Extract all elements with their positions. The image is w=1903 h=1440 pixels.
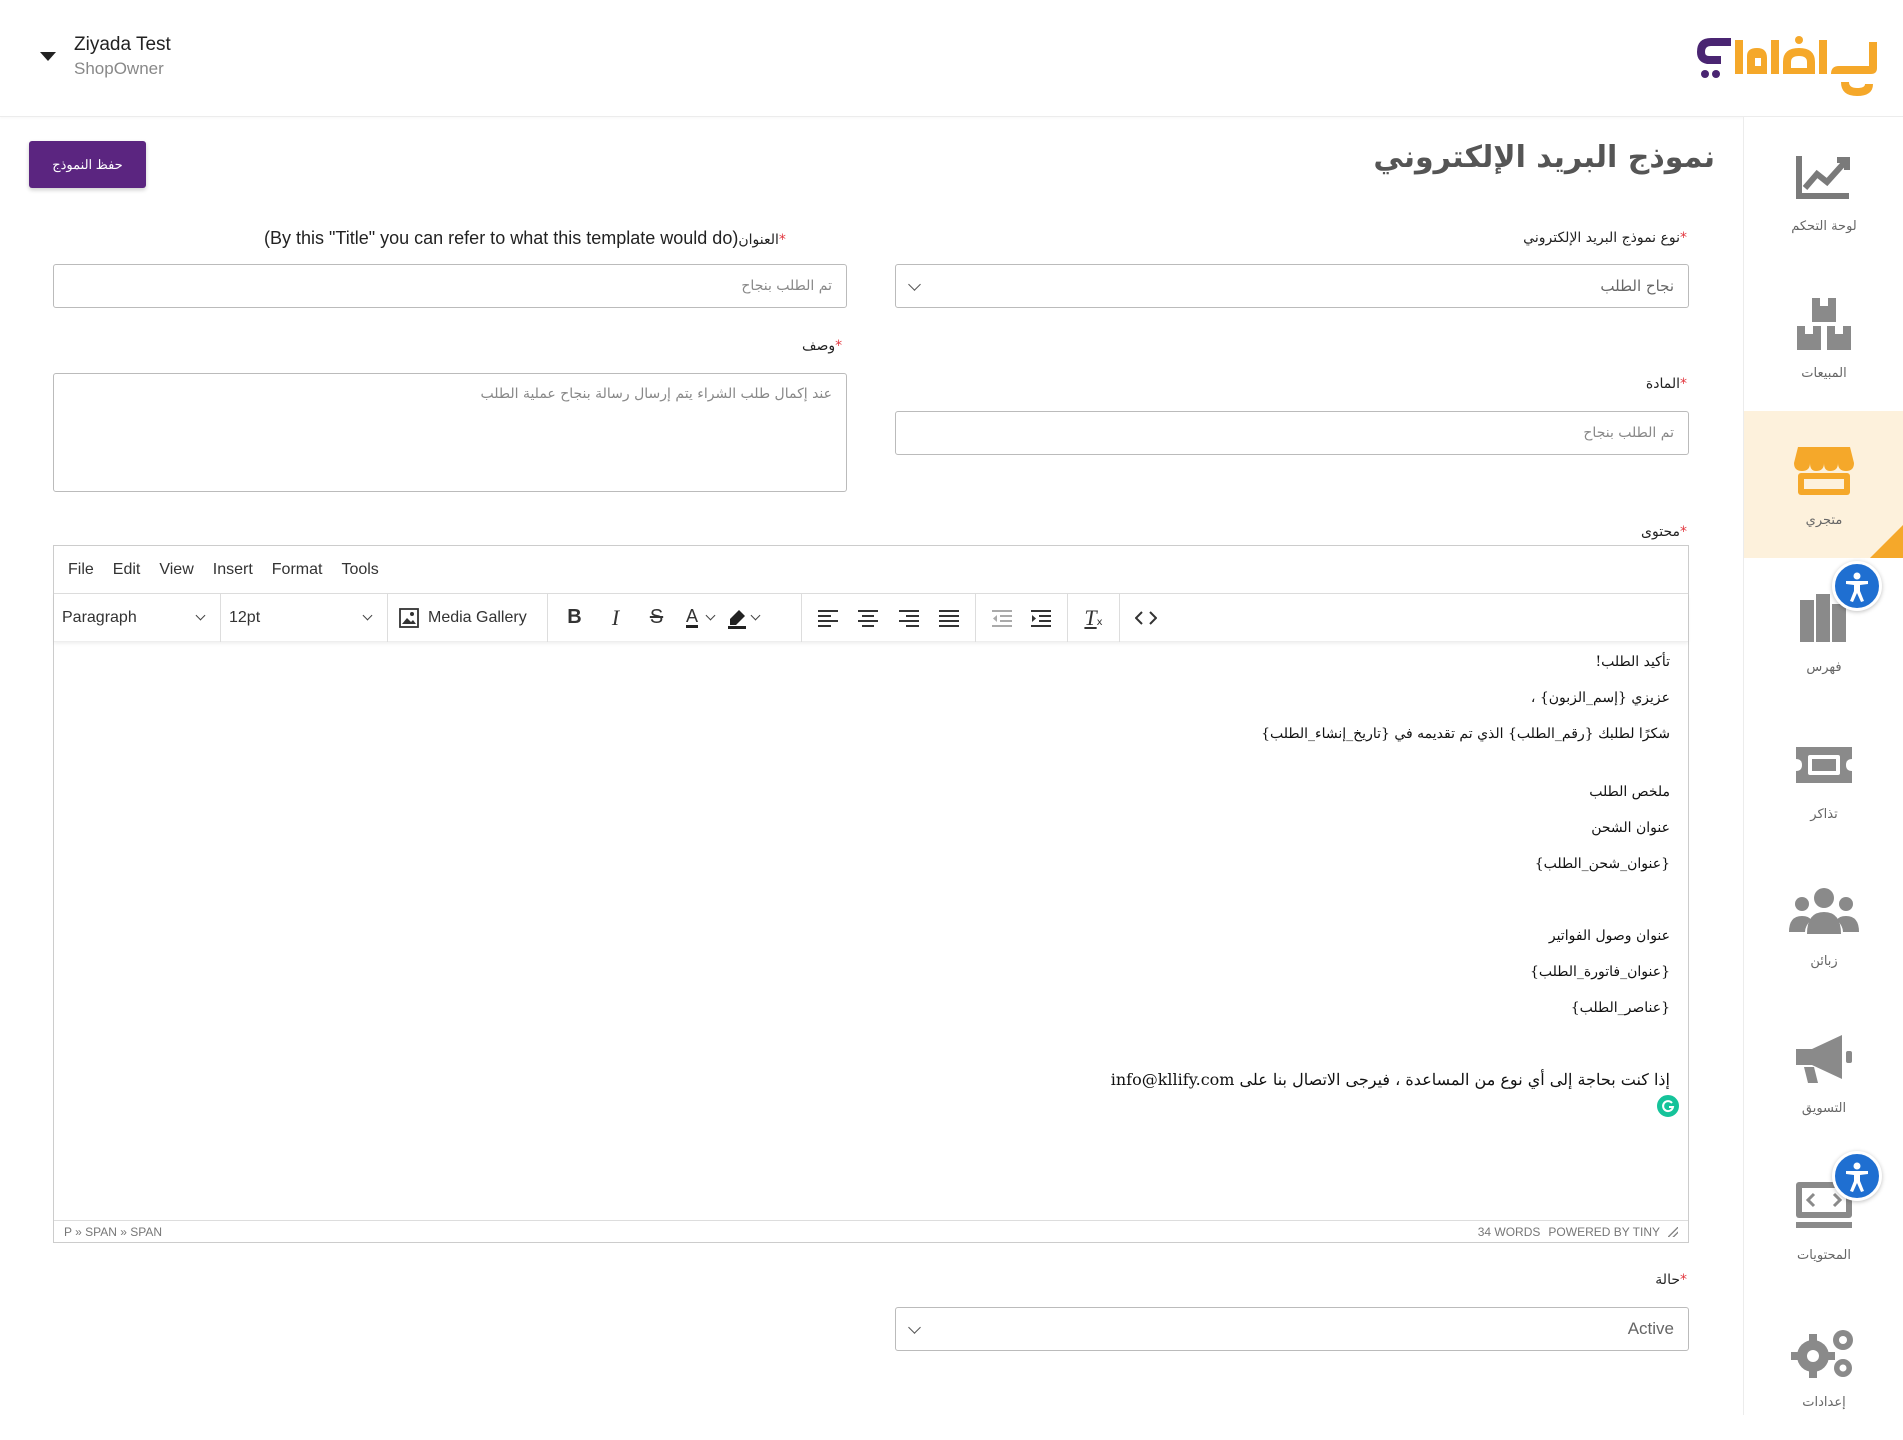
description-label: *وصف <box>802 338 843 354</box>
chevron-down-icon <box>751 611 761 621</box>
user-menu[interactable] <box>40 32 171 80</box>
text-color-button[interactable]: A <box>677 601 722 635</box>
indent-button[interactable] <box>1022 601 1062 635</box>
strikethrough-button[interactable]: S <box>649 606 664 628</box>
menu-file[interactable]: File <box>68 560 94 578</box>
sidebar-item-customers[interactable]: زبائن <box>1744 852 1903 999</box>
align-center-button[interactable] <box>848 601 888 635</box>
status-select[interactable] <box>895 1307 1689 1351</box>
chevron-down-icon <box>363 611 373 621</box>
sidebar-item-sales[interactable]: المبيعات <box>1744 264 1903 411</box>
rich-text-editor <box>53 545 1689 1243</box>
align-right-icon <box>899 609 919 627</box>
content-line: عنوان الشحن <box>1591 820 1670 836</box>
content-line: إذا كنت بحاجة إلى أي نوع من المساعدة ، فيرجى الاتصال بنا على info@kllify.com <box>1110 1070 1670 1089</box>
user-role: ShopOwner <box>74 59 164 78</box>
menu-view[interactable]: View <box>159 560 194 578</box>
bold-button[interactable]: B <box>567 606 582 628</box>
right-sidebar <box>1743 117 1903 1415</box>
accessibility-icon[interactable] <box>1832 1151 1882 1201</box>
email-type-select[interactable] <box>895 264 1689 308</box>
active-indicator <box>1870 524 1903 558</box>
sidebar-item-my-store[interactable]: متجري <box>1744 411 1903 558</box>
title-label: (By this "Title" you can refer to what this template would do)العنوان* <box>264 228 786 248</box>
sidebar-item-contents[interactable]: المحتويات <box>1744 1146 1903 1293</box>
sidebar-item-dashboard[interactable]: لوحة التحكم <box>1744 117 1903 264</box>
align-right-button[interactable] <box>889 601 929 635</box>
highlight-color-button[interactable] <box>722 601 767 635</box>
editor-content[interactable] <box>54 643 1688 1220</box>
italic-button[interactable]: I <box>611 604 620 630</box>
gears-icon <box>1789 1323 1859 1383</box>
code-icon <box>1135 611 1157 625</box>
word-count[interactable]: 34 WORDS <box>1477 1224 1541 1239</box>
store-icon <box>1789 441 1859 501</box>
menu-tools[interactable]: Tools <box>341 560 379 578</box>
content-line: {عنوان_شحن_الطلب} <box>1534 856 1670 872</box>
highlighter-icon <box>726 607 748 629</box>
font-size-select[interactable]: 12pt <box>221 594 387 642</box>
megaphone-icon <box>1789 1029 1859 1089</box>
email-type-value: نجاح الطلب <box>1600 277 1674 295</box>
media-gallery-button[interactable]: Media Gallery <box>394 594 531 642</box>
align-center-icon <box>858 609 878 627</box>
align-left-button[interactable] <box>808 601 848 635</box>
indent-icon <box>1031 609 1051 627</box>
content-line: شكرًا لطلبك {رقم_الطلب} الذي تم تقديمه في {تاريخ_إنشاء_الطلب} <box>1261 726 1670 742</box>
powered-by[interactable]: POWERED BY TINY <box>1548 1224 1660 1239</box>
block-format-select[interactable]: Paragraph <box>54 594 220 642</box>
subject-input[interactable]: تم الطلب بنجاح <box>895 411 1689 455</box>
accessibility-icon[interactable] <box>1832 561 1882 611</box>
editor-menubar <box>54 546 1688 594</box>
align-left-icon <box>818 609 838 627</box>
users-icon <box>1789 882 1859 942</box>
clear-formatting-button[interactable]: T x <box>1084 604 1103 630</box>
source-code-button[interactable] <box>1126 601 1166 635</box>
content-line: ملخص الطلب <box>1589 784 1670 800</box>
editor-toolbar <box>54 594 1688 642</box>
menu-format[interactable]: Format <box>271 560 323 578</box>
editor-statusbar <box>54 1220 1688 1242</box>
status-label: *حالة <box>1655 1272 1687 1288</box>
content-line: عنوان وصول الفواتير <box>1548 928 1670 944</box>
boxes-icon <box>1789 294 1859 354</box>
sidebar-item-tickets[interactable]: تذاكر <box>1744 705 1903 852</box>
user-name: Ziyada Test <box>74 34 171 55</box>
justify-icon <box>939 609 959 627</box>
title-input[interactable]: تم الطلب بنجاح <box>53 264 847 308</box>
save-template-button[interactable]: حفظ النموذج <box>29 141 146 188</box>
content-label: *محتوى <box>1641 524 1687 540</box>
content-line: عزيزي {إسم_الزبون} ، <box>1530 690 1670 706</box>
image-icon <box>398 607 420 629</box>
chevron-down-icon <box>908 1321 921 1334</box>
grammarly-icon[interactable] <box>1655 1093 1681 1119</box>
page-title: نموذج البريد الإلكتروني <box>1373 140 1715 175</box>
email-type-label: *نوع نموذج البريد الإلكتروني <box>1523 230 1687 246</box>
outdent-icon <box>992 609 1012 627</box>
menu-edit[interactable]: Edit <box>112 560 141 578</box>
chart-icon <box>1789 147 1859 207</box>
brand-logo[interactable] <box>1691 26 1881 106</box>
chevron-down-icon[interactable] <box>40 52 56 61</box>
sidebar-item-catalog[interactable]: فهرس <box>1744 558 1903 705</box>
resize-handle-icon[interactable] <box>1668 1227 1678 1237</box>
ticket-icon <box>1789 735 1859 795</box>
subject-label: *المادة <box>1645 376 1687 392</box>
chevron-down-icon <box>908 278 921 291</box>
menu-insert[interactable]: Insert <box>212 560 253 578</box>
description-textarea[interactable]: عند إكمال طلب الشراء يتم إرسال رسالة بنجاح عملية الطلب <box>53 373 847 492</box>
chevron-down-icon <box>706 611 716 621</box>
outdent-button[interactable] <box>982 601 1022 635</box>
chevron-down-icon <box>196 611 206 621</box>
content-line: {عنوان_فاتورة_الطلب} <box>1530 964 1670 980</box>
status-value: Active <box>1627 1319 1674 1338</box>
content-line: تأكيد الطلب! <box>1595 654 1670 670</box>
sidebar-item-settings[interactable]: إعدادات <box>1744 1293 1903 1440</box>
sidebar-item-marketing[interactable]: التسويق <box>1744 999 1903 1146</box>
element-path[interactable]: P » SPAN » SPAN <box>64 1224 163 1239</box>
justify-button[interactable] <box>929 601 969 635</box>
top-header <box>0 0 1903 117</box>
content-line: {عناصر_الطلب} <box>1570 1000 1670 1016</box>
